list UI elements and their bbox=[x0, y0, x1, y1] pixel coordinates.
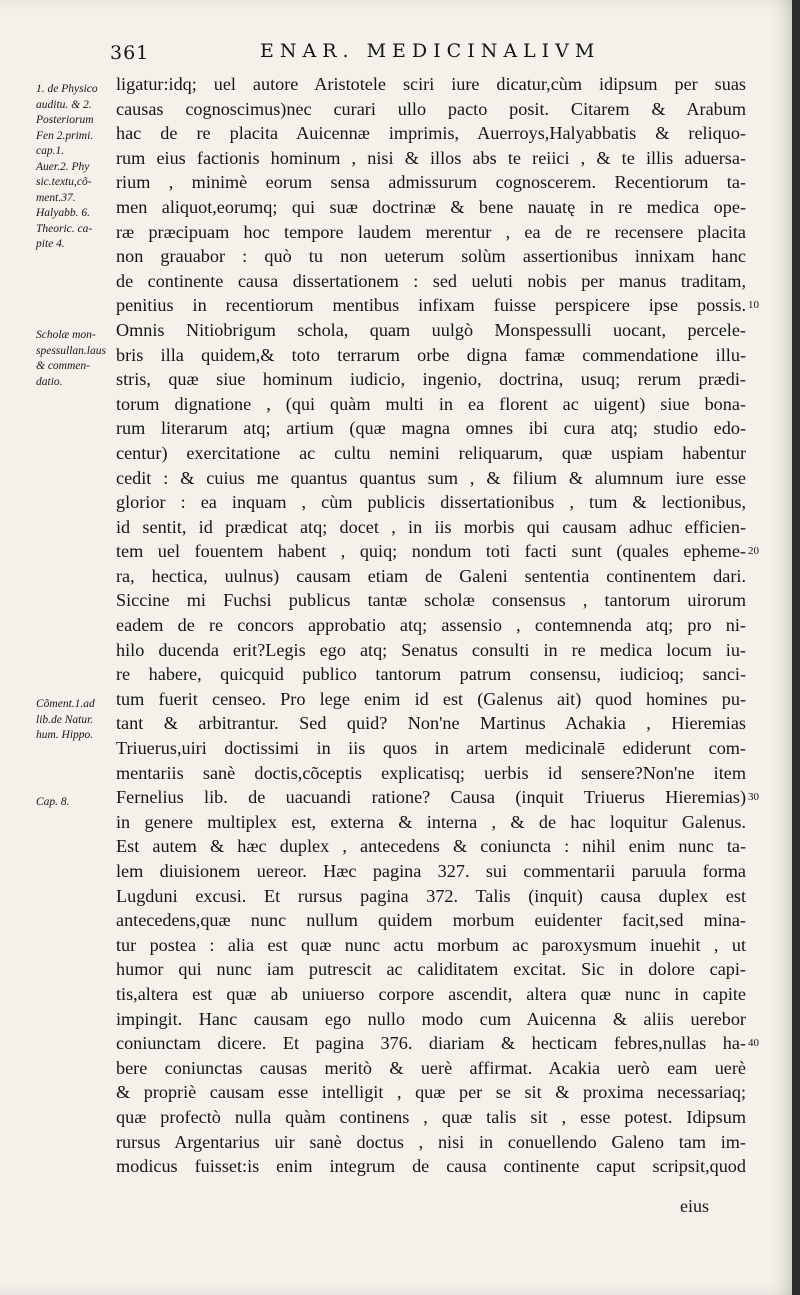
margin-note-line: Posteriorum bbox=[36, 114, 94, 126]
margin-note-line: Cap. 8. bbox=[36, 796, 70, 809]
margin-note-line: hum. Hippo. bbox=[36, 729, 94, 741]
text-line: bere coniunctas causas meritò & uerè affirmat. Acakia uerò eam uerè bbox=[116, 1057, 746, 1078]
margin-note-line: lib.de Natur. bbox=[36, 713, 94, 726]
text-line: torum dignatione , (qui quàm multi in ea florent ac uigent) siue bona- bbox=[116, 393, 746, 414]
text-line: Omnis Nitiobrigum schola, quam uulgò Monspessulli uocant, percele- bbox=[116, 319, 746, 340]
margin-note-line: Scholæ mon- bbox=[36, 329, 96, 341]
text-line: Est autem & hæc duplex , antecedens & coniuncta : nihil enim nunc ta- bbox=[116, 836, 746, 857]
text-line: Triuerus,uiri doctissimi in iis quos in artem medicinalē ediderunt com- bbox=[116, 738, 746, 759]
page-number: 361 bbox=[110, 42, 150, 64]
text-line: coniunctam dicere. Et pagina 376. diariam & hecticam febres,nullas ha- bbox=[116, 1033, 746, 1054]
text-line: & propriè causam esse intelligit , quæ per se sit & proxima necessariaq; bbox=[116, 1082, 746, 1103]
text-line: ligatur:idq; uel autore Aristotele sciri iure dicatur,cùm idipsum per suas bbox=[116, 74, 746, 94]
text-line: tur postea : alia est quæ nunc actu morbum ac paroxysmum inuehit , ut bbox=[116, 934, 746, 955]
text-line: mentariis sanè doctis,cõceptis explicatisq; uerbis id sensere?Non'ne item bbox=[116, 762, 746, 783]
margin-note-line: auditu. & 2. bbox=[36, 98, 92, 111]
text-line: Fernelius lib. de uacuandi ratione? Causa (inquit Triuerus Hieremias) bbox=[116, 787, 746, 808]
text-line: cedit : & cuius me quantus quantus sum , & filium & alumnum iure esse bbox=[116, 467, 746, 488]
text-line: penitius in recentiorum mentibus infixam fuisse perspicere ipse possis. bbox=[116, 295, 746, 316]
text-line: ra, hectica, uulnus) causam etiam de Galeni sententia continentem dari. bbox=[116, 565, 746, 586]
text-line: ræ præcipuam hoc tempore laudem merentur , ea de re recensere placita bbox=[116, 221, 746, 242]
margin-note-line: cap.1. bbox=[36, 145, 65, 157]
text-line: rum eius factionis hominum , nisi & illos abs te reiici , & te illis aduersa- bbox=[116, 147, 746, 168]
page-header bbox=[110, 38, 710, 68]
text-line: rursus Argentarius uir sanè doctus , nisi in conuellendo Galeno tam im- bbox=[116, 1131, 746, 1152]
text-line: tum fuerit censeo. Pro lege enim id est (Galenus ait) quod homines pu- bbox=[116, 688, 746, 709]
line-number: 10 bbox=[748, 299, 759, 312]
text-line: id sentit, id prædicat atq; docet , in iis morbis qui causam adhuc efficien- bbox=[116, 516, 746, 537]
text-line: bris illa quidem,& toto terrarum orbe digna famæ commendatione illu- bbox=[116, 344, 746, 365]
page-edge-shadow bbox=[792, 0, 800, 1295]
margin-note bbox=[36, 697, 132, 744]
text-line: rum literarum atq; artium (quæ magna omnes ibi cura atq; studio edo- bbox=[116, 418, 746, 439]
text-line: rium , minimè eorum sensa admissurum cognoscerem. Recentiorum ta- bbox=[116, 172, 746, 193]
running-title: ENAR. MEDICINALIVM bbox=[260, 40, 601, 62]
text-line: Siccine mi Fuchsi publicus tantæ scholæ consensus , tantorum uirorum bbox=[116, 590, 746, 611]
text-line: tis,altera est quæ ab uniuerso corpore ascendit, altera quæ nunc in capite bbox=[116, 983, 746, 1004]
margin-note bbox=[36, 82, 132, 253]
margin-note-line: pite 4. bbox=[36, 238, 65, 250]
margin-note-line: spessullan.laus bbox=[36, 344, 106, 357]
text-line: re habere, quicquid publico tantorum patrum consensu, iudicioq; sanci- bbox=[116, 664, 746, 685]
text-line: humor qui nunc iam putrescit ac caliditatem excitat. Sic in dolore capi- bbox=[116, 959, 746, 980]
text-line: centur) exercitatione ac cultu nemini reliquarum, quæ uspiam habentur bbox=[116, 442, 746, 463]
catchword: eius bbox=[680, 1196, 709, 1216]
margin-note-line: Fen 2.primi. bbox=[36, 129, 94, 142]
text-line: tant & arbitrantur. Sed quid? Non'ne Martinus Achakia , Hieremias bbox=[116, 713, 746, 734]
text-line: modicus fuisset:is enim integrum de causa continente caput scripsit,quod bbox=[116, 1156, 746, 1177]
text-line: non grauabor : quò tu non ueterum solùm assertionibus innixam hanc bbox=[116, 246, 746, 267]
margin-note-line: ment.37. bbox=[36, 191, 76, 204]
margin-note-line: sic.textu,cõ- bbox=[36, 176, 92, 188]
margin-note-line: Cõment.1.ad bbox=[36, 698, 95, 710]
text-line: glorior : ea inquam , cùm publicis dissertationibus , tum & lectionibus, bbox=[116, 492, 746, 513]
margin-note-line: & commen- bbox=[36, 360, 90, 372]
text-line: hilo ducenda erit?Legis ego atq; Senatus consulti in re medica locum iu- bbox=[116, 639, 746, 660]
text-line: eadem de re concors approbatio atq; assensio , contemnenda atq; pro ni- bbox=[116, 615, 746, 636]
text-line: Lugduni excusi. Et rursus pagina 372. Talis (inquit) causa duplex est bbox=[116, 885, 746, 906]
text-line: hac de re placita Auicennæ imprimis, Auerroys,Halyabbatis & reliquo- bbox=[116, 123, 746, 144]
margin-note-line: 1. de Physico bbox=[36, 83, 98, 95]
text-line: men aliquot,eorumq; qui suæ doctrinæ & bene nauatę in re medica ope- bbox=[116, 196, 746, 217]
text-line: tem uel fouentem habent , quiq; nondum toti facti sunt (quales epheme- bbox=[116, 541, 746, 562]
line-number: 30 bbox=[748, 791, 759, 804]
margin-note bbox=[36, 795, 132, 811]
text-line: in genere multiplex est, externa & interna , & de hac loquitur Galenus. bbox=[116, 811, 746, 832]
margin-note-line: datio. bbox=[36, 375, 63, 388]
text-line: impingit. Hanc causam ego nullo modo cum Auicenna & aliis uerebor bbox=[116, 1008, 746, 1029]
line-number: 20 bbox=[748, 545, 759, 558]
margin-note-line: Auer.2. Phy bbox=[36, 160, 90, 173]
margin-note bbox=[36, 328, 132, 390]
text-line: lem diuisionem uereor. Hæc pagina 327. sui commentarii paruula forma bbox=[116, 861, 746, 881]
main-text-block bbox=[116, 72, 746, 1179]
text-line: antecedens,quæ nunc nullum quidem morbum euidenter facit,sed mina- bbox=[116, 910, 746, 931]
text-line: stris, quæ siue hominum iudicio, ingenio, doctrina, usuq; rerum prædi- bbox=[116, 369, 746, 390]
text-line: quæ profectò nulla quàm continens , quæ talis sit , esse potest. Idipsum bbox=[116, 1106, 746, 1127]
text-line: causas cognoscimus)nec curari ullo pacto posit. Citarem & Arabum bbox=[116, 98, 746, 119]
margin-note-line: Halyabb. 6. bbox=[36, 207, 90, 219]
margin-note-line: Theoric. ca- bbox=[36, 222, 93, 235]
line-number: 40 bbox=[748, 1037, 759, 1050]
text-line: de continente causa dissertationem : sed ueluti nobis per manus traditam, bbox=[116, 270, 746, 291]
